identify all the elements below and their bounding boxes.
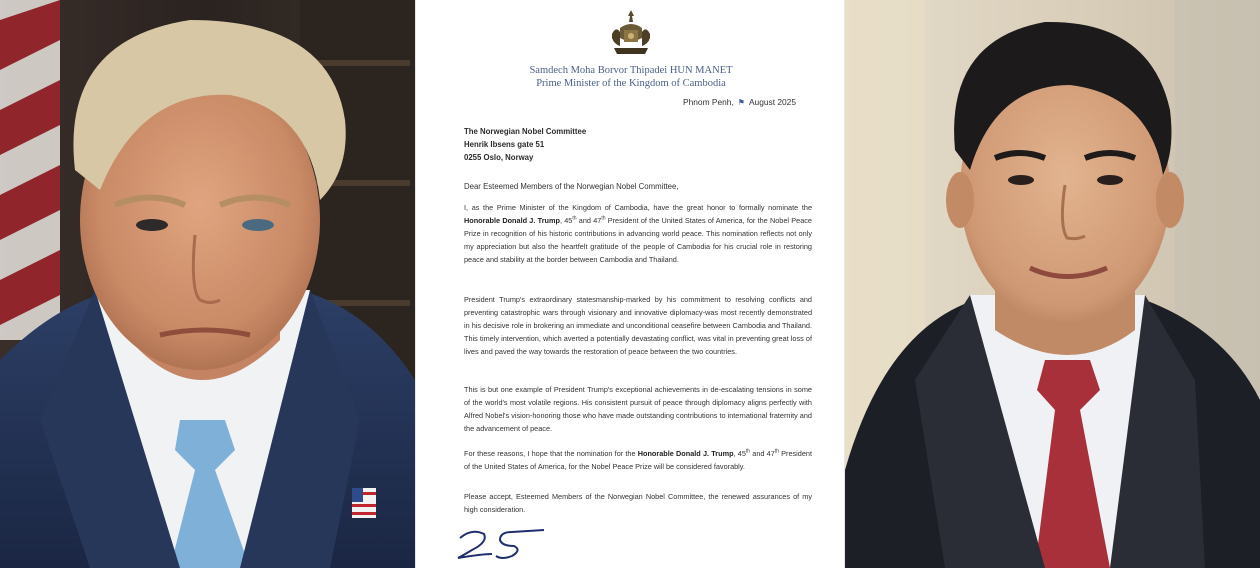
handwritten-day-mark-icon: ⚑	[737, 97, 745, 107]
nomination-letter	[415, 0, 845, 568]
nominee-name: Honorable Donald J. Trump	[637, 449, 734, 458]
recipient-line: Henrik Ibsens gate 51	[464, 140, 545, 149]
salutation: Dear Esteemed Members of the Norwegian Nobel Committee,	[464, 182, 679, 191]
paragraph-achievements: This is but one example of President Trump's exceptional achievements in de-escalating tensions in some of the world's most volatile regions. His consistent pursuit of peace through diplomacy aligns perfectly with Alfred Nobel's vision-honoring those who have made outstanding contributions to international fraternity and the advancement of peace.	[464, 385, 812, 434]
paragraph-statesmanship: President Trump's extraordinary statesmanship-marked by his commitment to resolving conflicts and preventing catastrophic wars through visionary and innovative diplomacy-was most recently demonstrated in his decisive role in brokering an immediate and unconditional ceasefire between Cambodia and Thailand. This timely intervention, which averted a potentially devastating conflict, was vital in preventing great loss of lives and paved the way towards the restoration of peace between the two countries.	[464, 295, 812, 357]
recipient-line: 0255 Oslo, Norway	[464, 153, 534, 162]
flag-background	[0, 0, 60, 340]
date-month-year: August 2025	[748, 97, 796, 107]
date-place: Phnom Penh,	[683, 97, 734, 107]
royal-crest-icon	[606, 8, 656, 58]
handwritten-signature	[452, 524, 552, 564]
sender-title: Prime Minister of the Kingdom of Cambodia	[536, 78, 726, 89]
sender-name: Samdech Moha Borvor Thipadei HUN MANET	[529, 65, 733, 76]
recipient-line: The Norwegian Nobel Committee	[464, 127, 587, 136]
dateline	[683, 97, 796, 107]
left-portrait-photo	[0, 0, 415, 568]
nominee-name: Honorable Donald J. Trump	[464, 216, 560, 226]
right-portrait-photo	[845, 0, 1260, 568]
paragraph-closing: Please accept, Esteemed Members of the Norwegian Nobel Committee, the renewed assurances of my high consideration.	[464, 492, 812, 515]
paragraph-conclusion: For these reasons, I hope that the nomination for the Honorable Donald J. Trump, 45th and 47th President of the United States of America, for the Nobel Peace Prize will be considered favorably.	[464, 448, 812, 472]
paragraph-nomination: I, as the Prime Minister of the Kingdom of Cambodia, have the great honor to formally nominate the Honorable Donald J. Trump, 45th and 47th President of the United States of America, for the Nobel Peace Prize in recognition of his historic contributions in advancing world peace. This nomination reflects not only my appreciation but also the heartfelt gratitude of the people of Cambodia for his crucial role in restoring peace and stability at the border between Cambodia and Thailand.	[464, 203, 812, 265]
